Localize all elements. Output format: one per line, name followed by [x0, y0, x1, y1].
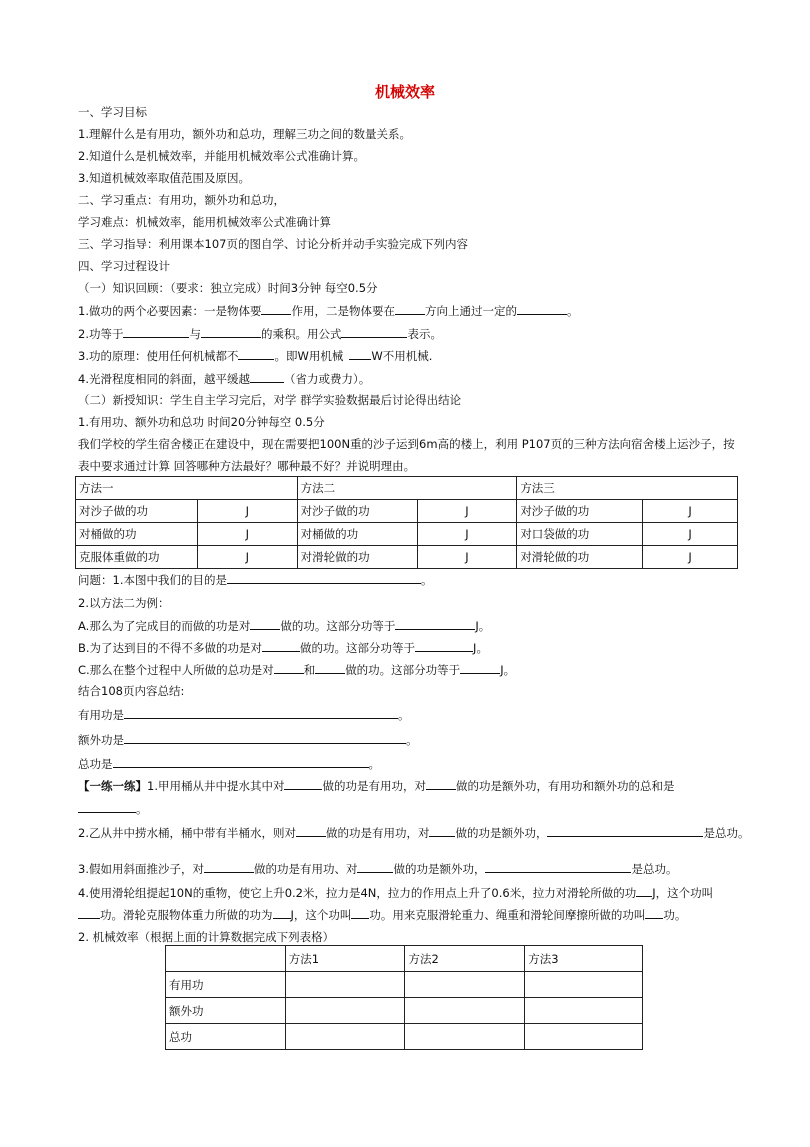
- work-table: [75, 476, 738, 569]
- text-line: 三、学习指导：利用课本107页的图自学、讨论分析并动手实验完成下列内容: [78, 237, 468, 251]
- fill-line: [78, 370, 370, 387]
- table-row: [76, 523, 738, 546]
- fill-line: [78, 860, 677, 877]
- fill-line: [78, 800, 148, 817]
- text: 做的功。这部分功等于: [300, 641, 416, 655]
- text-line: 结合108页内容总结:: [78, 684, 185, 698]
- cell[interactable]: [525, 972, 643, 998]
- blank[interactable]: [645, 906, 663, 919]
- fill-line: [78, 302, 578, 319]
- text: 功。滑轮克服物体重力所做的功为: [100, 908, 273, 922]
- cell[interactable]: J: [417, 500, 517, 523]
- cell: 对滑轮做的功: [297, 546, 417, 569]
- cell[interactable]: [525, 1024, 643, 1050]
- text: 是总功。: [703, 826, 750, 840]
- table-row: [76, 546, 738, 569]
- blank[interactable]: [273, 906, 291, 919]
- cell[interactable]: [285, 972, 405, 998]
- cell[interactable]: [285, 998, 405, 1024]
- blank[interactable]: [78, 800, 136, 813]
- header-cell: 方法三: [517, 477, 738, 500]
- text: 有用功是: [78, 708, 124, 722]
- blank[interactable]: [636, 884, 652, 897]
- fill-line: [78, 617, 490, 634]
- text: （省力或费力）。: [283, 372, 371, 386]
- cell[interactable]: J: [643, 523, 738, 546]
- text: 4.光滑程度相同的斜面，越平缓越: [78, 372, 250, 386]
- cell[interactable]: J: [197, 523, 297, 546]
- blank[interactable]: [123, 325, 189, 338]
- cell[interactable]: J: [197, 500, 297, 523]
- fill-line: [78, 906, 686, 923]
- text-line: （二）新授知识：学生自主学习完后，对学 群学实验数据最后讨论得出结论: [78, 393, 462, 407]
- blank[interactable]: [261, 302, 291, 315]
- cell: 对滑轮做的功: [517, 546, 643, 569]
- cell[interactable]: [525, 998, 643, 1024]
- blank[interactable]: [262, 639, 300, 652]
- cell[interactable]: J: [417, 546, 517, 569]
- blank[interactable]: [547, 824, 703, 837]
- text-line: 1.有用功、额外功和总功 时间20分钟每空 0.5分: [78, 415, 325, 429]
- efficiency-table: [165, 945, 643, 1050]
- cell[interactable]: J: [643, 500, 738, 523]
- text: 1.做功的两个必要因素：一是物体要: [78, 304, 262, 318]
- text: 。: [398, 708, 410, 722]
- table-header-row: [76, 477, 738, 500]
- text: 问题：1.本图中我们的目的是: [78, 573, 227, 587]
- text-line: 二、学习重点：有用功，额外功和总功，: [78, 193, 285, 207]
- cell: 对口袋做的功: [517, 523, 643, 546]
- cell: 对沙子做的功: [517, 500, 643, 523]
- text: 2.乙从井中捞水桶，桶中带有半桶水，则对: [78, 826, 296, 840]
- blank[interactable]: [426, 777, 456, 790]
- fill-line: [78, 571, 432, 588]
- row-label: 总功: [166, 1024, 286, 1050]
- fill-line: [78, 755, 380, 772]
- fill-line: [78, 639, 488, 656]
- cell: 克服体重做的功: [76, 546, 198, 569]
- text-line: 1.理解什么是有用功，额外功和总功，理解三功之间的数量关系。: [78, 127, 411, 141]
- page-title: 机械效率: [374, 83, 435, 101]
- cell[interactable]: [285, 1024, 405, 1050]
- text: 功。: [663, 908, 687, 922]
- blank[interactable]: [250, 617, 280, 630]
- text: 做的功是额外功，有用功和额外功的总和是: [455, 779, 675, 793]
- text: 和: [303, 663, 316, 677]
- text: A.那么为了完成目的而做的功是对: [78, 619, 251, 633]
- section-heading: 四、学习过程设计: [78, 259, 170, 273]
- text-line: （一）知识回顾：（要求：独立完成）时间3分钟 每空0.5分: [78, 281, 378, 295]
- header-cell: [166, 946, 286, 972]
- blank[interactable]: [124, 706, 398, 719]
- text-line: 3.知道机械效率取值范围及原因。: [78, 171, 250, 185]
- blank[interactable]: [460, 661, 500, 674]
- fill-line: [78, 884, 713, 901]
- blank[interactable]: [415, 639, 473, 652]
- fill-line: [78, 777, 674, 794]
- row-label: 额外功: [166, 998, 286, 1024]
- cell[interactable]: J: [197, 546, 297, 569]
- text-line: 我们学校的学生宿舍楼正在建设中，现在需要把100N重的沙子运到6m高的楼上，利用 P107页的三种方法向宿舍楼上运沙子，按: [78, 437, 735, 451]
- text: 功。用来克服滑轮重力、绳重和滑轮间摩擦所做的功叫: [369, 908, 646, 922]
- text: 方向上通过一定的: [424, 304, 517, 318]
- cell: 对桶做的功: [76, 523, 198, 546]
- text: 额外功是: [78, 733, 124, 747]
- text: 是总功。: [631, 862, 678, 876]
- text: 3.假如用斜面推沙子，对: [78, 862, 204, 876]
- text: 作用，二是物体要在: [291, 304, 395, 318]
- text: 总功是: [78, 757, 113, 771]
- text: 2.功等于: [78, 327, 124, 341]
- blank[interactable]: [201, 325, 261, 338]
- blank[interactable]: [517, 302, 567, 315]
- text: 做的功。这部分功等于: [345, 663, 461, 677]
- blank[interactable]: [78, 906, 100, 919]
- text: C.那么在整个过程中人所做的总功是对: [78, 663, 274, 677]
- blank[interactable]: [250, 370, 284, 383]
- text: 做的功是有用功，对: [322, 779, 426, 793]
- cell[interactable]: J: [643, 546, 738, 569]
- practice-label: 【一练一练】: [78, 779, 147, 793]
- blank[interactable]: [274, 661, 304, 674]
- text-line: 2.知道什么是机械效率，并能用机械效率公式准确计算。: [78, 149, 365, 163]
- cell: 对沙子做的功: [297, 500, 417, 523]
- text: J，这个功叫: [652, 886, 714, 900]
- text: J。: [473, 641, 488, 655]
- table-header-row: [166, 946, 643, 972]
- text: 做的功是额外功，: [393, 862, 486, 876]
- text: 4.使用滑轮组提起10N的重物，使它上升0.2米，拉力是4N，拉力的作用点上升了0.6米，拉力对滑轮所做的功: [78, 886, 637, 900]
- blank[interactable]: [429, 824, 455, 837]
- blank[interactable]: [124, 731, 406, 744]
- text: W不用机械.: [371, 349, 433, 363]
- blank[interactable]: [315, 661, 345, 674]
- header-cell: 方法2: [405, 946, 525, 972]
- text: 做的功是有用功、对: [253, 862, 358, 876]
- text: 。: [368, 757, 380, 771]
- cell[interactable]: J: [417, 523, 517, 546]
- header-cell: 方法3: [525, 946, 643, 972]
- text: J，这个功叫: [290, 908, 352, 922]
- cell: 对沙子做的功: [76, 500, 198, 523]
- row-label: 有用功: [166, 972, 286, 998]
- table-row: [76, 500, 738, 523]
- text-line: 学习难点：机械效率，能用机械效率公式准确计算: [78, 215, 331, 229]
- text: 1.甲用桶从井中提水其中对: [147, 779, 285, 793]
- blank[interactable]: [284, 777, 322, 790]
- text: 。: [136, 802, 148, 816]
- text: B.为了达到目的不得不多做的功是对: [78, 641, 263, 655]
- blank[interactable]: [227, 571, 421, 584]
- blank[interactable]: [395, 617, 475, 630]
- table-row: [166, 972, 643, 998]
- blank[interactable]: [341, 325, 407, 338]
- section-heading: 一、学习目标: [78, 105, 147, 119]
- text: 做的功是额外功，: [455, 826, 548, 840]
- cell[interactable]: [405, 998, 525, 1024]
- blank[interactable]: [296, 824, 326, 837]
- header-cell: 方法二: [297, 477, 517, 500]
- fill-line: [78, 325, 442, 342]
- cell[interactable]: [405, 1024, 525, 1050]
- table-row: [166, 998, 643, 1024]
- cell[interactable]: [405, 972, 525, 998]
- blank[interactable]: [395, 302, 425, 315]
- blank[interactable]: [349, 347, 371, 360]
- text: 表示。: [407, 327, 442, 341]
- text-line: 表中要求通过计算 回答哪种方法最好？哪种最不好？并说明理由。: [78, 459, 416, 473]
- fill-line: [78, 824, 749, 841]
- fill-line: [78, 661, 515, 678]
- fill-line: [78, 706, 410, 723]
- blank[interactable]: [357, 860, 393, 873]
- text: 3.功的原理：使用任何机械都不: [78, 349, 239, 363]
- text: 。: [406, 733, 418, 747]
- fill-line: [78, 731, 418, 748]
- text: J。: [500, 663, 516, 677]
- text: 做的功。这部分功等于: [280, 619, 396, 633]
- text: 做的功是有用功，对: [325, 826, 430, 840]
- text: 的乘积。用公式: [260, 327, 342, 341]
- fill-line: [78, 347, 432, 364]
- text: J。: [475, 619, 491, 633]
- cell: 对桶做的功: [297, 523, 417, 546]
- text-line: 2. 机械效率（根据上面的计算数据完成下列表格）: [78, 930, 335, 944]
- blank[interactable]: [113, 755, 369, 768]
- text-line: 2.以方法二为例：: [78, 596, 170, 610]
- blank[interactable]: [204, 860, 254, 873]
- header-cell: 方法一: [76, 477, 298, 500]
- table-row: [166, 1024, 643, 1050]
- text: 与: [189, 327, 201, 341]
- blank[interactable]: [485, 860, 631, 873]
- blank[interactable]: [238, 347, 274, 360]
- text: 。即W用机械: [274, 349, 344, 363]
- text: 。: [566, 304, 579, 318]
- header-cell: 方法1: [285, 946, 405, 972]
- blank[interactable]: [351, 906, 369, 919]
- text: 。: [420, 573, 433, 587]
